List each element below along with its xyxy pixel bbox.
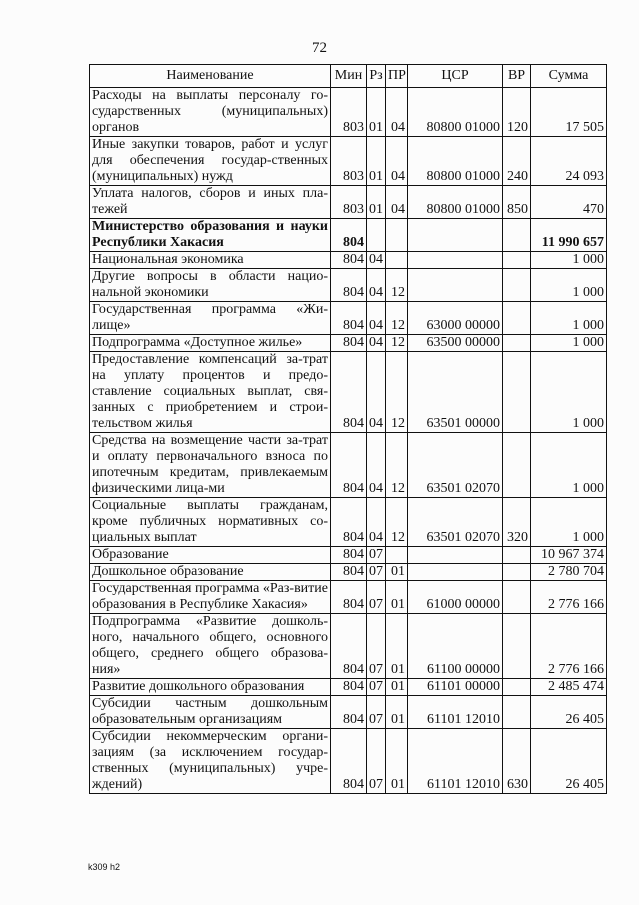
cell-name: Развитие дошкольного образования [90, 679, 331, 696]
cell-pr: 01 [386, 614, 408, 679]
table-row [90, 679, 607, 696]
table-row [90, 335, 607, 352]
cell-name: Государственная программа «Раз-витие образования в Республике Хакасия» [90, 581, 331, 614]
cell-pr [386, 547, 408, 564]
cell-min: 804 [331, 547, 367, 564]
cell-csr [408, 547, 503, 564]
cell-min: 804 [331, 564, 367, 581]
cell-csr [408, 219, 503, 252]
cell-rz: 04 [367, 352, 386, 433]
table-row [90, 581, 607, 614]
document-code: k309 h2 [88, 862, 121, 872]
cell-rz: 04 [367, 433, 386, 498]
cell-rz: 07 [367, 696, 386, 729]
cell-csr: 63500 00000 [408, 335, 503, 352]
header-rz: Рз [367, 65, 386, 88]
cell-sum: 10 967 374 [531, 547, 607, 564]
cell-name: Подпрограмма «Развитие дошколь-ного, начального общего, основного общего, среднего общего образова-ния» [90, 614, 331, 679]
cell-vr [503, 581, 531, 614]
cell-sum: 24 093 [531, 137, 607, 186]
cell-vr [503, 564, 531, 581]
table-row [90, 252, 607, 269]
table-row [90, 269, 607, 302]
cell-vr: 240 [503, 137, 531, 186]
cell-min: 804 [331, 252, 367, 269]
header-pr: ПР [386, 65, 408, 88]
cell-vr [503, 433, 531, 498]
cell-sum: 2 485 474 [531, 679, 607, 696]
cell-pr: 04 [386, 186, 408, 219]
cell-min: 804 [331, 679, 367, 696]
cell-name: Образование [90, 547, 331, 564]
cell-csr [408, 564, 503, 581]
cell-rz [367, 219, 386, 252]
table-row [90, 433, 607, 498]
cell-min: 803 [331, 88, 367, 137]
cell-vr [503, 219, 531, 252]
cell-pr: 01 [386, 581, 408, 614]
cell-rz: 07 [367, 547, 386, 564]
cell-rz: 07 [367, 729, 386, 794]
cell-vr [503, 679, 531, 696]
table-row [90, 547, 607, 564]
cell-sum: 1 000 [531, 352, 607, 433]
cell-sum: 470 [531, 186, 607, 219]
cell-min: 804 [331, 581, 367, 614]
cell-min: 804 [331, 302, 367, 335]
cell-name: Субсидии некоммерческим органи-зациям (за исключением государ-ственных (муниципальных) учре-ждений) [90, 729, 331, 794]
header-name: Наименование [90, 65, 331, 88]
table-row [90, 696, 607, 729]
cell-vr [503, 547, 531, 564]
cell-pr: 01 [386, 696, 408, 729]
cell-csr: 61101 12010 [408, 729, 503, 794]
cell-name: Субсидии частным дошкольным образовательным организациям [90, 696, 331, 729]
cell-csr: 63501 02070 [408, 498, 503, 547]
cell-pr: 04 [386, 137, 408, 186]
cell-min: 804 [331, 335, 367, 352]
cell-rz: 04 [367, 269, 386, 302]
cell-csr: 80800 01000 [408, 186, 503, 219]
cell-name: Министерство образования и науки Республики Хакасия [90, 219, 331, 252]
cell-sum: 1 000 [531, 498, 607, 547]
table-row [90, 498, 607, 547]
cell-sum: 11 990 657 [531, 219, 607, 252]
cell-vr [503, 302, 531, 335]
cell-rz: 07 [367, 581, 386, 614]
cell-rz: 01 [367, 88, 386, 137]
cell-name: Дошкольное образование [90, 564, 331, 581]
cell-min: 804 [331, 219, 367, 252]
table-row [90, 302, 607, 335]
cell-rz: 04 [367, 335, 386, 352]
cell-vr: 850 [503, 186, 531, 219]
cell-name: Государственная программа «Жи-лище» [90, 302, 331, 335]
cell-min: 804 [331, 269, 367, 302]
cell-min: 804 [331, 352, 367, 433]
cell-csr: 63501 02070 [408, 433, 503, 498]
header-sum: Сумма [531, 65, 607, 88]
cell-sum: 2 776 166 [531, 614, 607, 679]
cell-sum: 1 000 [531, 252, 607, 269]
cell-sum: 26 405 [531, 696, 607, 729]
cell-pr: 12 [386, 269, 408, 302]
table-row [90, 564, 607, 581]
table-row [90, 186, 607, 219]
cell-csr: 61000 00000 [408, 581, 503, 614]
cell-sum: 2 776 166 [531, 581, 607, 614]
cell-rz: 07 [367, 614, 386, 679]
cell-min: 803 [331, 186, 367, 219]
cell-min: 804 [331, 614, 367, 679]
cell-rz: 07 [367, 679, 386, 696]
cell-vr: 630 [503, 729, 531, 794]
cell-rz: 01 [367, 186, 386, 219]
cell-csr [408, 269, 503, 302]
cell-csr: 61101 12010 [408, 696, 503, 729]
cell-sum: 1 000 [531, 269, 607, 302]
cell-vr [503, 614, 531, 679]
cell-sum: 17 505 [531, 88, 607, 137]
table-row [90, 352, 607, 433]
cell-min: 803 [331, 137, 367, 186]
cell-pr: 01 [386, 729, 408, 794]
cell-csr: 80800 01000 [408, 88, 503, 137]
cell-sum: 1 000 [531, 433, 607, 498]
header-csr: ЦСР [408, 65, 503, 88]
cell-pr [386, 252, 408, 269]
cell-pr: 01 [386, 564, 408, 581]
cell-name: Расходы на выплаты персоналу го-сударственных (муниципальных) органов [90, 88, 331, 137]
header-vr: ВР [503, 65, 531, 88]
cell-pr: 04 [386, 88, 408, 137]
cell-pr: 12 [386, 352, 408, 433]
cell-vr [503, 352, 531, 433]
cell-rz: 04 [367, 302, 386, 335]
cell-pr: 12 [386, 335, 408, 352]
cell-sum: 26 405 [531, 729, 607, 794]
table-row [90, 88, 607, 137]
cell-name: Иные закупки товаров, работ и услуг для обеспечения государ-ственных (муниципальных) нужд [90, 137, 331, 186]
cell-name: Другие вопросы в области нацио-нальной экономики [90, 269, 331, 302]
cell-csr [408, 252, 503, 269]
cell-rz: 07 [367, 564, 386, 581]
cell-min: 804 [331, 498, 367, 547]
cell-name: Средства на возмещение части за-трат и оплату первоначального взноса по ипотечным кредитам, привлекаемым физическими лица-ми [90, 433, 331, 498]
cell-rz: 01 [367, 137, 386, 186]
cell-vr: 120 [503, 88, 531, 137]
cell-rz: 04 [367, 252, 386, 269]
cell-min: 804 [331, 696, 367, 729]
cell-name: Подпрограмма «Доступное жилье» [90, 335, 331, 352]
table-row [90, 614, 607, 679]
cell-min: 804 [331, 729, 367, 794]
cell-csr: 61101 00000 [408, 679, 503, 696]
cell-sum: 2 780 704 [531, 564, 607, 581]
cell-name: Национальная экономика [90, 252, 331, 269]
cell-csr: 61100 00000 [408, 614, 503, 679]
cell-pr: 12 [386, 433, 408, 498]
table-row [90, 729, 607, 794]
cell-csr: 63000 00000 [408, 302, 503, 335]
cell-vr [503, 252, 531, 269]
cell-rz: 04 [367, 498, 386, 547]
cell-name: Социальные выплаты гражданам, кроме публичных нормативных со-циальных выплат [90, 498, 331, 547]
cell-csr: 80800 01000 [408, 137, 503, 186]
table-row [90, 219, 607, 252]
cell-vr: 320 [503, 498, 531, 547]
table-header-row [90, 65, 607, 88]
page-number: 72 [312, 40, 327, 56]
cell-vr [503, 269, 531, 302]
cell-sum: 1 000 [531, 302, 607, 335]
cell-name: Уплата налогов, сборов и иных пла-тежей [90, 186, 331, 219]
cell-pr [386, 219, 408, 252]
cell-vr [503, 335, 531, 352]
cell-name: Предоставление компенсаций за-трат на уплату процентов и предо-ставление социальных выплат, свя-занных с приобретением и строи-тельством жилья [90, 352, 331, 433]
table-row [90, 137, 607, 186]
cell-sum: 1 000 [531, 335, 607, 352]
cell-pr: 12 [386, 302, 408, 335]
cell-csr: 63501 00000 [408, 352, 503, 433]
budget-table [89, 64, 607, 794]
cell-vr [503, 696, 531, 729]
cell-min: 804 [331, 433, 367, 498]
cell-pr: 01 [386, 679, 408, 696]
cell-pr: 12 [386, 498, 408, 547]
header-min: Мин [331, 65, 367, 88]
